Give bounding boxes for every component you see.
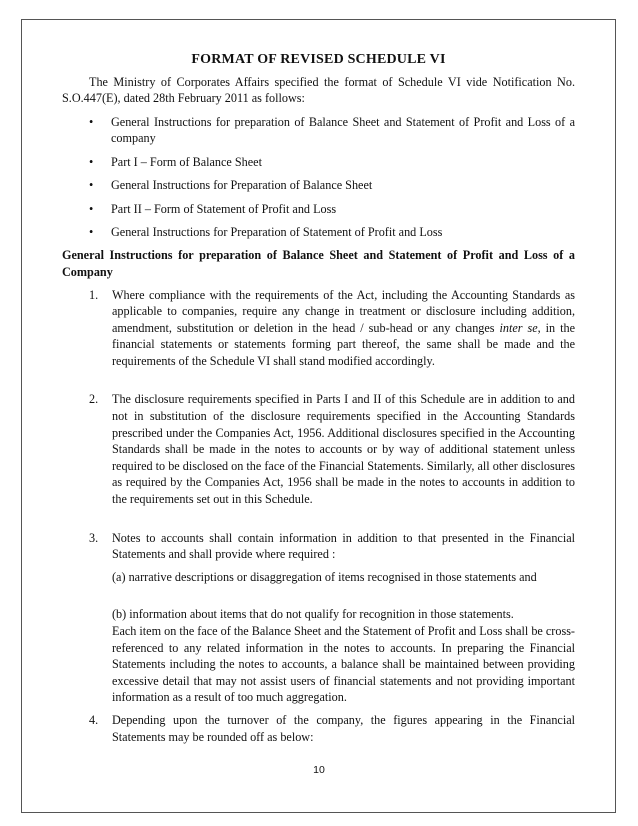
page-title: FORMAT OF REVISED SCHEDULE VI — [191, 52, 446, 67]
list-item: • General Instructions for Preparation of Balance Sheet — [89, 178, 373, 193]
item-3-continuation: Each item on the face of the Balance Sheet and the Statement of Profit and Loss shall be cross-referenced to any related information in the notes to accounts. In preparing the Financial Statements including the notes to accounts, a balance shall be maintained between providing excessive detail that may not assist users of financial statements and not providing important information as a result of too much aggregation. — [112, 624, 575, 705]
intro-paragraph: The Ministry of Corporates Affairs specified the format of Schedule VI vide Notification No. S.O.447(E), dated 28th February 2011 as follows: — [62, 74, 575, 106]
sub-clause-b: (b) information about items that do not qualify for recognition in those statements. — [112, 607, 514, 622]
bullet-icon: • — [89, 154, 94, 169]
instructions-list — [62, 287, 575, 746]
list-item: • General Instructions for Preparation of Statement of Profit and Loss — [89, 224, 443, 239]
page-number: 10 — [313, 764, 325, 776]
document-body — [62, 52, 575, 745]
instruction-item-4: 4. Depending upon the turnover of the company, the figures appearing in the Financial Statements may be rounded off as below: — [89, 712, 575, 744]
bullet-icon: • — [89, 178, 94, 193]
sub-clause-a: (a) narrative descriptions or disaggregation of items recognised in those statements and — [112, 569, 537, 584]
latin-phrase: inter se — [499, 320, 538, 335]
instruction-item-1: 1. Where compliance with the requirements of the Act, including the Accounting Standards as applicable to companies, require any change in treatment or disclosure including addition, amendment, substitution or deletion in the head / sub-head or any changes inter se, in the financial statements or statements forming part thereof, the same shall be made and the requirements of the Schedule VI shall stand modified accordingly. — [89, 287, 575, 368]
list-item: • Part II – Form of Statement of Profit and Loss — [89, 201, 337, 216]
list-item: • Part I – Form of Balance Sheet — [89, 154, 262, 169]
item-number: 3. — [89, 530, 99, 545]
bullet-icon: • — [89, 224, 94, 239]
item-number: 1. — [89, 287, 99, 302]
item-number: 4. — [89, 712, 99, 727]
section-heading: General Instructions for preparation of Balance Sheet and Statement of Profit and Loss of a Company — [62, 248, 575, 279]
instruction-item-2: 2. The disclosure requirements specified in Parts I and II of this Schedule are in addition to and not in substitution of the disclosure requirements specified in the Accounting Standards prescribed under the Companies Act, 1956. Additional disclosures specified in the Accounting Standards shall be made in the notes to accounts or by way of additional statement unless required to be disclosed on the face of the Financial Statements. Similarly, all other disclosures as required by the Companies Act, 1956 shall be made in the notes to accounts in addition to the requirements set out in this Schedule. — [89, 392, 575, 507]
list-item: • General Instructions for preparation of Balance Sheet and Statement of Profit and Loss of a company — [89, 114, 575, 146]
instruction-item-3: 3. Notes to accounts shall contain information in addition to that presented in the Financial Statements and shall provide where required : (a) narrative descriptions or disaggregation of items recognised in those statements and (b) information about items that do not qualify for recognition in those statements. Each item on the face of the Balance Sheet and the Statement of Profit and Loss shall be cross-referenced to any related information in the notes to accounts. In preparing the Financial Statements including the notes to accounts, a balance shall be maintained between providing excessive detail that may not assist users of financial statements and not providing important information as a result of too much aggregation. — [89, 530, 575, 705]
schedule-parts-list — [62, 114, 575, 241]
bullet-icon: • — [89, 201, 94, 216]
bullet-icon: • — [89, 114, 94, 129]
item-number: 2. — [89, 392, 99, 407]
